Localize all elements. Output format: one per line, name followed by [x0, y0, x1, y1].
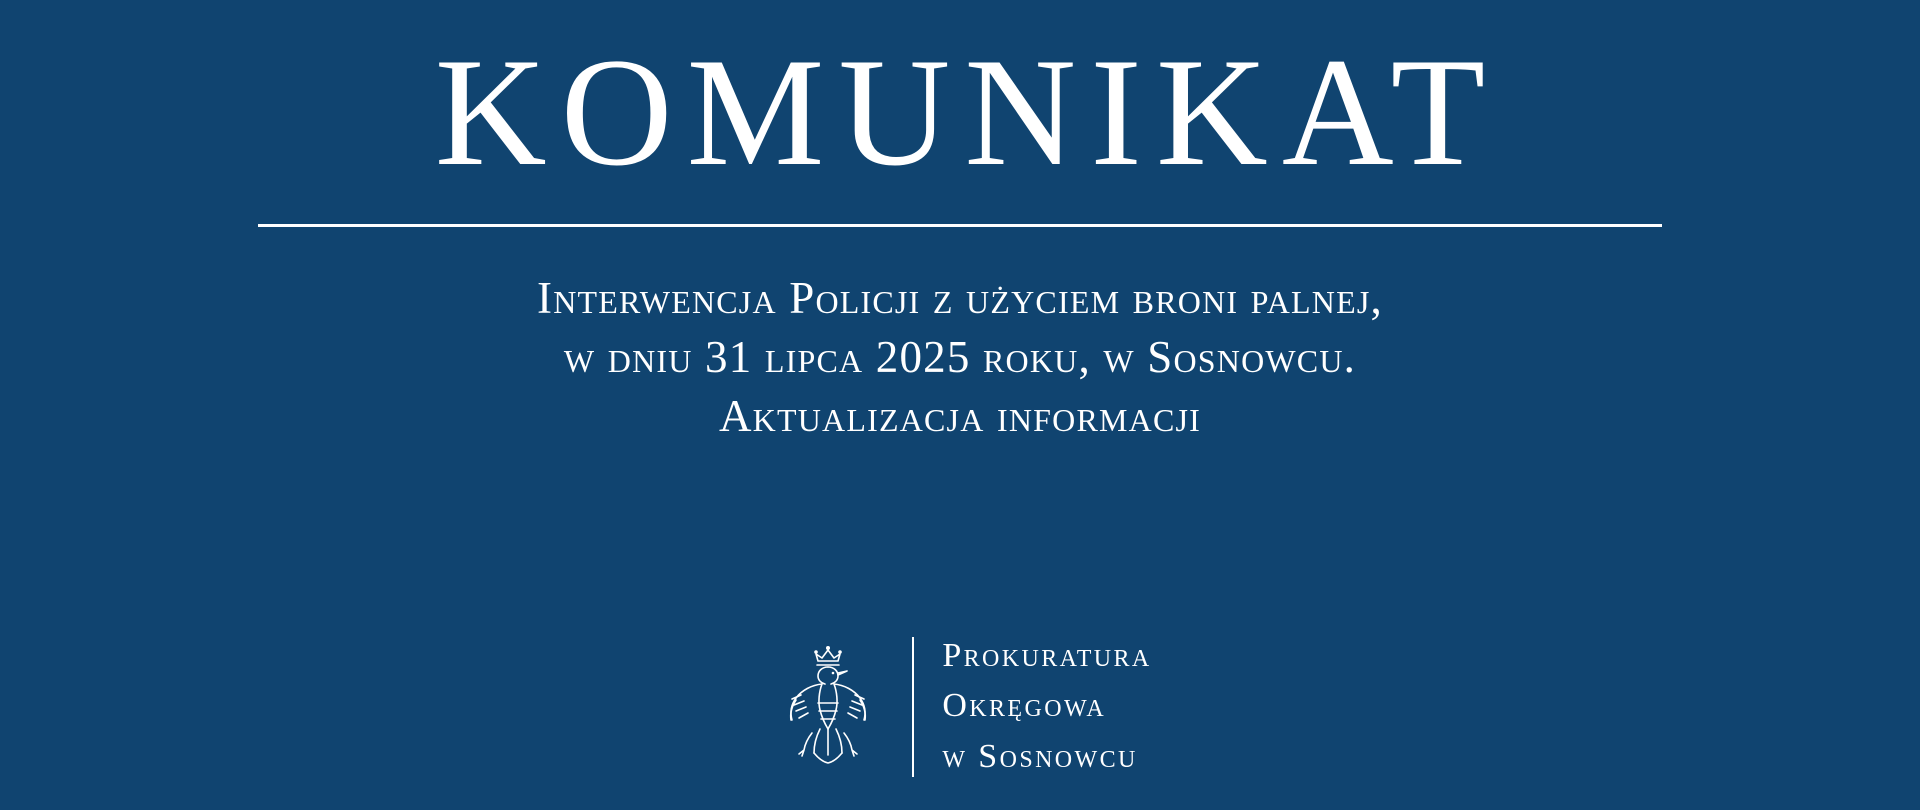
announcement-subtitle — [230, 269, 1690, 447]
organization-line-1: Prokuratura — [942, 637, 1152, 675]
footer-identity — [0, 631, 1920, 782]
announcement-subtitle-line-3: Aktualizacja informacji — [718, 391, 1202, 442]
announcement-subtitle-line-2: w dniu 31 lipca 2025 roku, w Sosnowcu. — [563, 331, 1357, 382]
organization-name — [942, 631, 1151, 782]
polish-eagle-emblem-icon — [768, 637, 888, 777]
footer-divider — [912, 637, 914, 777]
organization-line-2: Okręgowa — [942, 687, 1107, 725]
organization-line-3: w Sosnowcu — [942, 737, 1138, 775]
page-title: KOMUNIKAT — [434, 26, 1500, 198]
title-divider — [258, 224, 1662, 227]
announcement-subtitle-line-1: Interwencja Policji z użyciem broni palnej, — [537, 272, 1383, 323]
